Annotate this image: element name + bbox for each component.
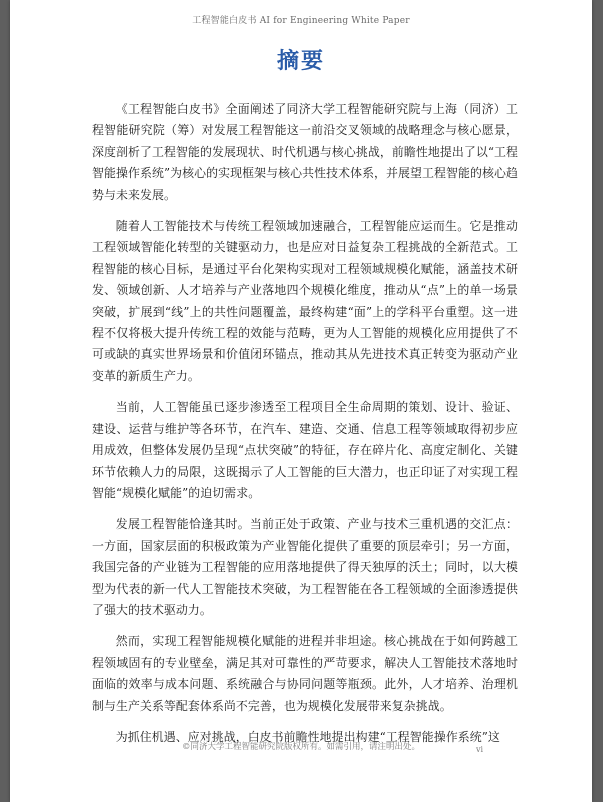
paragraph-2: 随着人工智能技术与传统工程领域加速融合，工程智能应运而生。它是推动工程领域智能化转型的关键驱动力，也是应对日益复杂工程挑战的全新范式。工程智能的核心目标，是通过平台化架构实现对工程领域规模化赋能，涵盖技术研发、领域创新、人才培养与产业落地四个规模化维度，推动从“点”上的单一场景突破，扩展到“线”上的共性问题覆盖，最终构建“面”上的学科平台重塑。这一进程不仅将极大提升传统工程的效能与范畴，更为人工智能的规模化应用提供了不可或缺的真实世界场景和价值闭环锚点，推动其从先进技术真正转变为驱动产业变革的新质生产力。 — [92, 219, 518, 383]
paragraph-1: 《工程智能白皮书》全面阐述了同济大学工程智能研究院与上海（同济）工程智能研究院（筹）对发展工程智能这一前沿交叉领域的战略理念与核心愿景，深度剖析了工程智能的发展现状、时代机遇与核心挑战，前瞻性地提出了以“工程智能操作系统”为核心的实现框架与核心共性技术体系，并展望工程智能的核心趋势与未来发展。 — [92, 102, 518, 202]
paragraph-5: 然而，实现工程智能规模化赋能的进程并非坦途。核心挑战在于如何跨越工程领域固有的专业壁垒，满足其对可靠性的严苛要求，解决人工智能技术落地时面临的效率与成本问题、系统融合与协同问题等瓶颈。此外，人才培养、治理机制与生产关系等配套体系尚不完善，也为规模化发展带来复杂挑战。 — [92, 634, 518, 713]
document-page — [10, 0, 592, 802]
paragraph-3: 当前，人工智能虽已逐步渗透至工程项目全生命周期的策划、设计、验证、建设、运营与维护等各环节，在汽车、建造、交通、信息工程等领域取得初步应用成效，但整体发展仍呈现“点状突破”的特征，存在碎片化、高度定制化、关键环节依赖人力的局限，这既揭示了人工智能的巨大潜力，也正印证了对实现工程智能“规模化赋能”的迫切需求。 — [92, 400, 518, 500]
running-header: 工程智能白皮书 AI for Engineering White Paper — [192, 16, 410, 26]
page-title: 摘要 — [276, 49, 325, 74]
abstract-body — [92, 99, 518, 758]
copyright-footer: ©同济大学工程智能研究院版权所有。如需引用，请注明出处。 — [181, 742, 420, 752]
page-number: vi — [476, 745, 484, 754]
paragraph-6: 为抓住机遇、应对挑战，白皮书前瞻性地提出构建“工程智能操作系统”这 — [115, 729, 500, 744]
paragraph-4: 发展工程智能恰逢其时。当前正处于政策、产业与技术三重机遇的交汇点：一方面，国家层面的积极政策为产业智能化提供了重要的顶层牵引；另一方面，我国完备的产业链为工程智能的应用落地提供了得天独厚的沃土；同时，以大模型为代表的新一代人工智能技术突破，为工程智能在各工程领域的全面渗透提供了强大的技术驱动力。 — [92, 517, 518, 617]
